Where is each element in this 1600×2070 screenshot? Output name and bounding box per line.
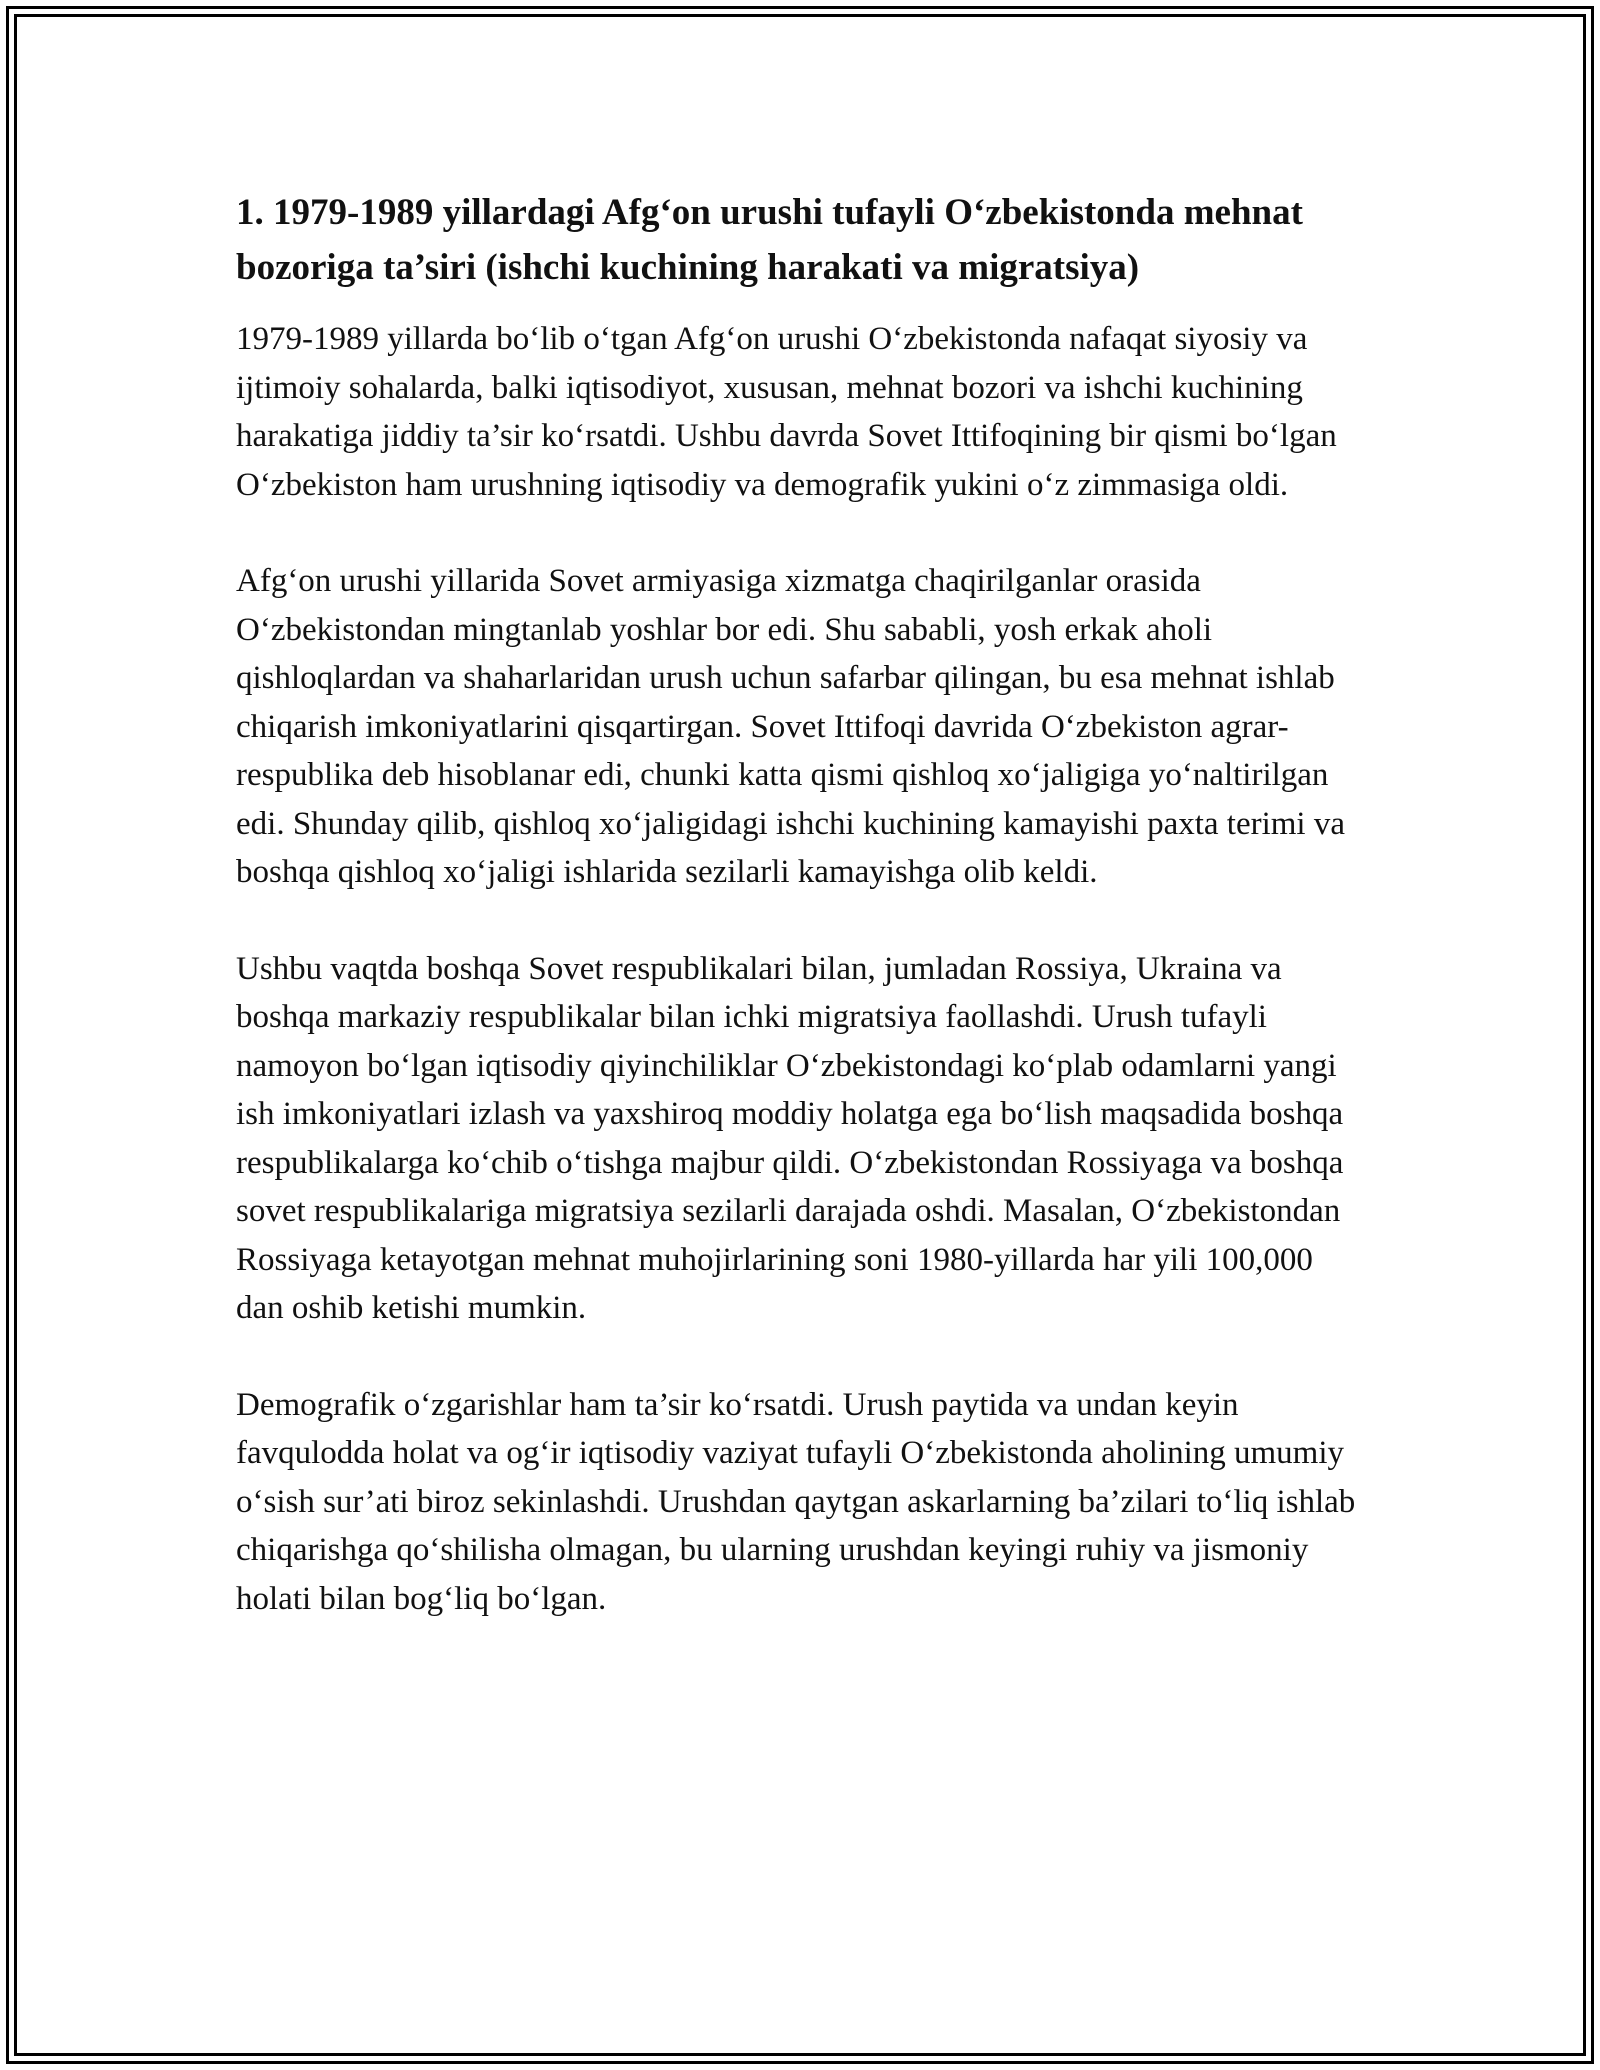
paragraph-4: Demografik o‘zgarishlar ham ta’sir ko‘rsatdi. Urush paytida va undan keyin favqulodda holat va og‘ir iqtisodiy vaziyat tufayli O‘zbekistonda aholining umumiy o‘sish sur’ati biroz sekinlashdi. Urushdan qaytgan askarlarning ba’zilari to‘liq ishlab chiqarishga qo‘shilisha olmagan, bu ularning urushdan keyingi ruhiy va jismoniy holati bilan bog‘liq bo‘lgan. xyxy=(236,1386,1356,1617)
paragraph-1: 1979-1989 yillarda bo‘lib o‘tgan Afg‘on urushi O‘zbekistonda nafaqat siyosiy va ijtimoiy sohalarda, balki iqtisodiyot, xususan, mehnat bozori va ishchi kuchining harakatiga jiddiy ta’sir ko‘rsatdi. Ushbu davrda Sovet Ittifoqining bir qismi bo‘lgan O‘zbekiston ham urushning iqtisodiy va demografik yukini o‘z zimmasiga oldi. xyxy=(236,321,1337,503)
section-heading: 1. 1979-1989 yillardagi Afg‘on urushi tufayli O‘zbekistonda mehnat bozoriga ta’siri (ishchi kuchining harakati va migratsiya) xyxy=(236,192,1303,288)
document-body xyxy=(236,185,1366,1671)
paragraph-2: Afg‘on urushi yillarida Sovet armiyasiga xizmatga chaqirilganlar orasida O‘zbekistondan mingtanlab yoshlar bor edi. Shu sababli, yosh erkak aholi qishloqlardan va shaharlaridan urush uchun safarbar qilingan, bu esa mehnat ishlab chiqarish imkoniyatlarini qisqartirgan. Sovet Ittifoqi davrida O‘zbekiston agrar-respublika deb hisoblanar edi, chunki katta qismi qishloq xo‘jaligiga yo‘naltirilgan edi. Shunday qilib, qishloq xo‘jaligidagi ishchi kuchining kamayishi paxta terimi va boshqa qishloq xo‘jaligi ishlarida sezilarli kamayishga olib keldi. xyxy=(236,563,1345,890)
paragraph-3: Ushbu vaqtda boshqa Sovet respublikalari bilan, jumladan Rossiya, Ukraina va boshqa markaziy respublikalar bilan ichki migratsiya faollashdi. Urush tufayli namoyon bo‘lgan iqtisodiy qiyinchiliklar O‘zbekistondagi ko‘plab odamlarni yangi ish imkoniyatlari izlash va yaxshiroq moddiy holatga ega bo‘lish maqsadida boshqa respublikalarga ko‘chib o‘tishga majbur qildi. O‘zbekistondan Rossiyaga va boshqa sovet respublikalariga migratsiya sezilarli darajada oshdi. Masalan, O‘zbekistondan Rossiyaga ketayotgan mehnat muhojirlarining soni 1980-yillarda har yili 100,000 dan oshib ketishi mumkin. xyxy=(236,950,1344,1326)
